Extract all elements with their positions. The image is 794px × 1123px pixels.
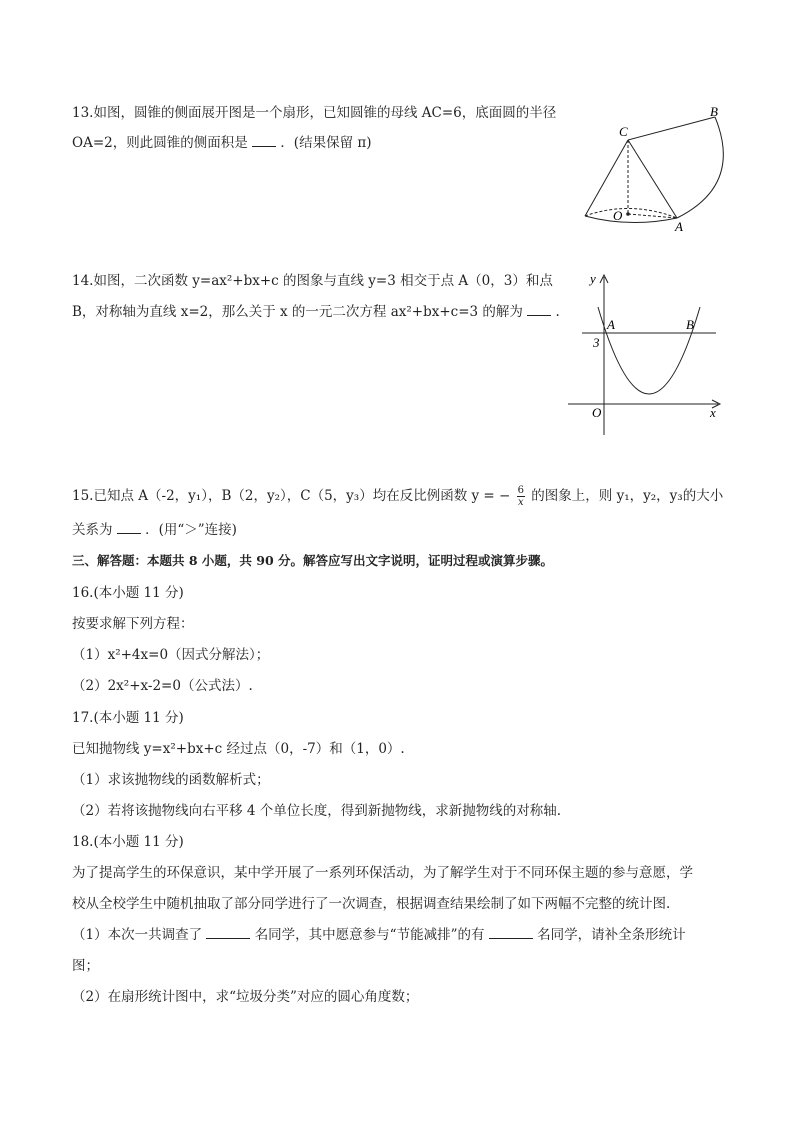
q18-part-1-mid: 名同学，其中愿意参与“节能减排”的有 xyxy=(254,927,485,943)
q15-line-2-tail: ．(用“＞”连接) xyxy=(145,522,237,538)
parabola-figure xyxy=(560,265,730,445)
q17-intro: 已知抛物线 y=x²+bx+c 经过点（0，-7）和（1，0）. xyxy=(72,741,405,757)
q14-line-2-text: B，对称轴为直线 x=2，那么关于 x 的一元二次方程 ax²+bx+c=3 的解为 xyxy=(72,304,523,320)
q15-line-2 xyxy=(72,521,237,539)
answer-blank[interactable] xyxy=(117,521,141,534)
q15-line-1-text: 15.已知点 A（-2，y₁），B（2，y₂），C（5，y₃）均在反比例函数 y = − xyxy=(72,488,511,504)
label-3: 3 xyxy=(593,335,600,350)
q14-line-1: 14.如图，二次函数 y=ax²+bx+c 的图象与直线 y=3 相交于点 A（0，3）和点 xyxy=(72,273,553,289)
q15-line-2-text: 关系为 xyxy=(72,522,113,538)
q13-line-2-text: OA=2，则此圆锥的侧面积是 xyxy=(72,135,248,151)
label-A: A xyxy=(607,317,615,332)
label-B: B xyxy=(710,104,718,119)
label-B: B xyxy=(686,317,694,332)
q13-line-2 xyxy=(72,134,372,152)
q16-part-1: （1）x²+4x=0（因式分解法）； xyxy=(72,647,270,663)
q15-line-1-tail: 的图象上，则 y₁，y₂，y₃的大小 xyxy=(531,488,724,504)
label-origin: O xyxy=(592,405,602,420)
q18-line-2: 校从全校学生中随机抽取了部分同学进行了一次调查，根据调查结果绘制了如下两幅不完整的统计图. xyxy=(72,896,671,912)
q14-line-2 xyxy=(72,303,560,321)
q17-header: 17.(本小题 11 分) xyxy=(72,710,184,726)
cone-sector-figure xyxy=(575,100,735,240)
q17-part-1: （1）求该抛物线的函数解析式； xyxy=(72,772,270,788)
answer-blank[interactable] xyxy=(206,926,250,939)
q18-part-1-cont: 图； xyxy=(72,958,99,974)
answer-blank[interactable] xyxy=(527,303,551,316)
q17-part-2: （2）若将该抛物线向右平移 4 个单位长度，得到新抛物线，求新抛物线的对称轴. xyxy=(72,803,562,819)
fraction-numerator: 6 xyxy=(517,485,524,496)
q18-part-1-tail: 名同学，请补全条形统计 xyxy=(537,927,686,943)
q18-part-2: （2）在扇形统计图中，求“垃圾分类”对应的圆心角度数； xyxy=(72,989,419,1005)
q15-line-1 xyxy=(72,485,723,508)
label-O: O xyxy=(613,208,623,223)
q13-line-2-tail: ．(结果保留 π) xyxy=(280,135,372,151)
label-y-axis: y xyxy=(590,271,596,286)
answer-blank[interactable] xyxy=(489,926,533,939)
q18-part-1-text: （1）本次一共调查了 xyxy=(72,927,203,943)
q16-header: 16.(本小题 11 分) xyxy=(72,585,184,601)
q18-header: 18.(本小题 11 分) xyxy=(72,834,184,850)
q16-intro: 按要求解下列方程： xyxy=(72,616,194,632)
q14-line-2-tail: . xyxy=(555,304,560,320)
q13-line-1: 13.如图，圆锥的侧面展开图是一个扇形，已知圆锥的母线 AC=6，底面圆的半径 xyxy=(72,105,557,121)
q18-part-1 xyxy=(72,926,686,944)
fraction-denominator: x xyxy=(517,497,524,508)
answer-blank[interactable] xyxy=(252,134,276,147)
fraction-6-over-x xyxy=(517,485,525,508)
section-heading: 三、解答题：本题共 8 小题，共 90 分。解答应写出文字说明，证明过程或演算步骤。 xyxy=(72,553,554,568)
q16-part-2: （2）2x²+x-2=0（公式法）. xyxy=(72,678,253,694)
q18-line-1: 为了提高学生的环保意识，某中学开展了一系列环保活动，为了解学生对于不同环保主题的参与意愿，学 xyxy=(72,865,693,881)
label-x-axis: x xyxy=(710,405,716,420)
label-C: C xyxy=(619,124,628,139)
label-A: A xyxy=(675,219,683,234)
